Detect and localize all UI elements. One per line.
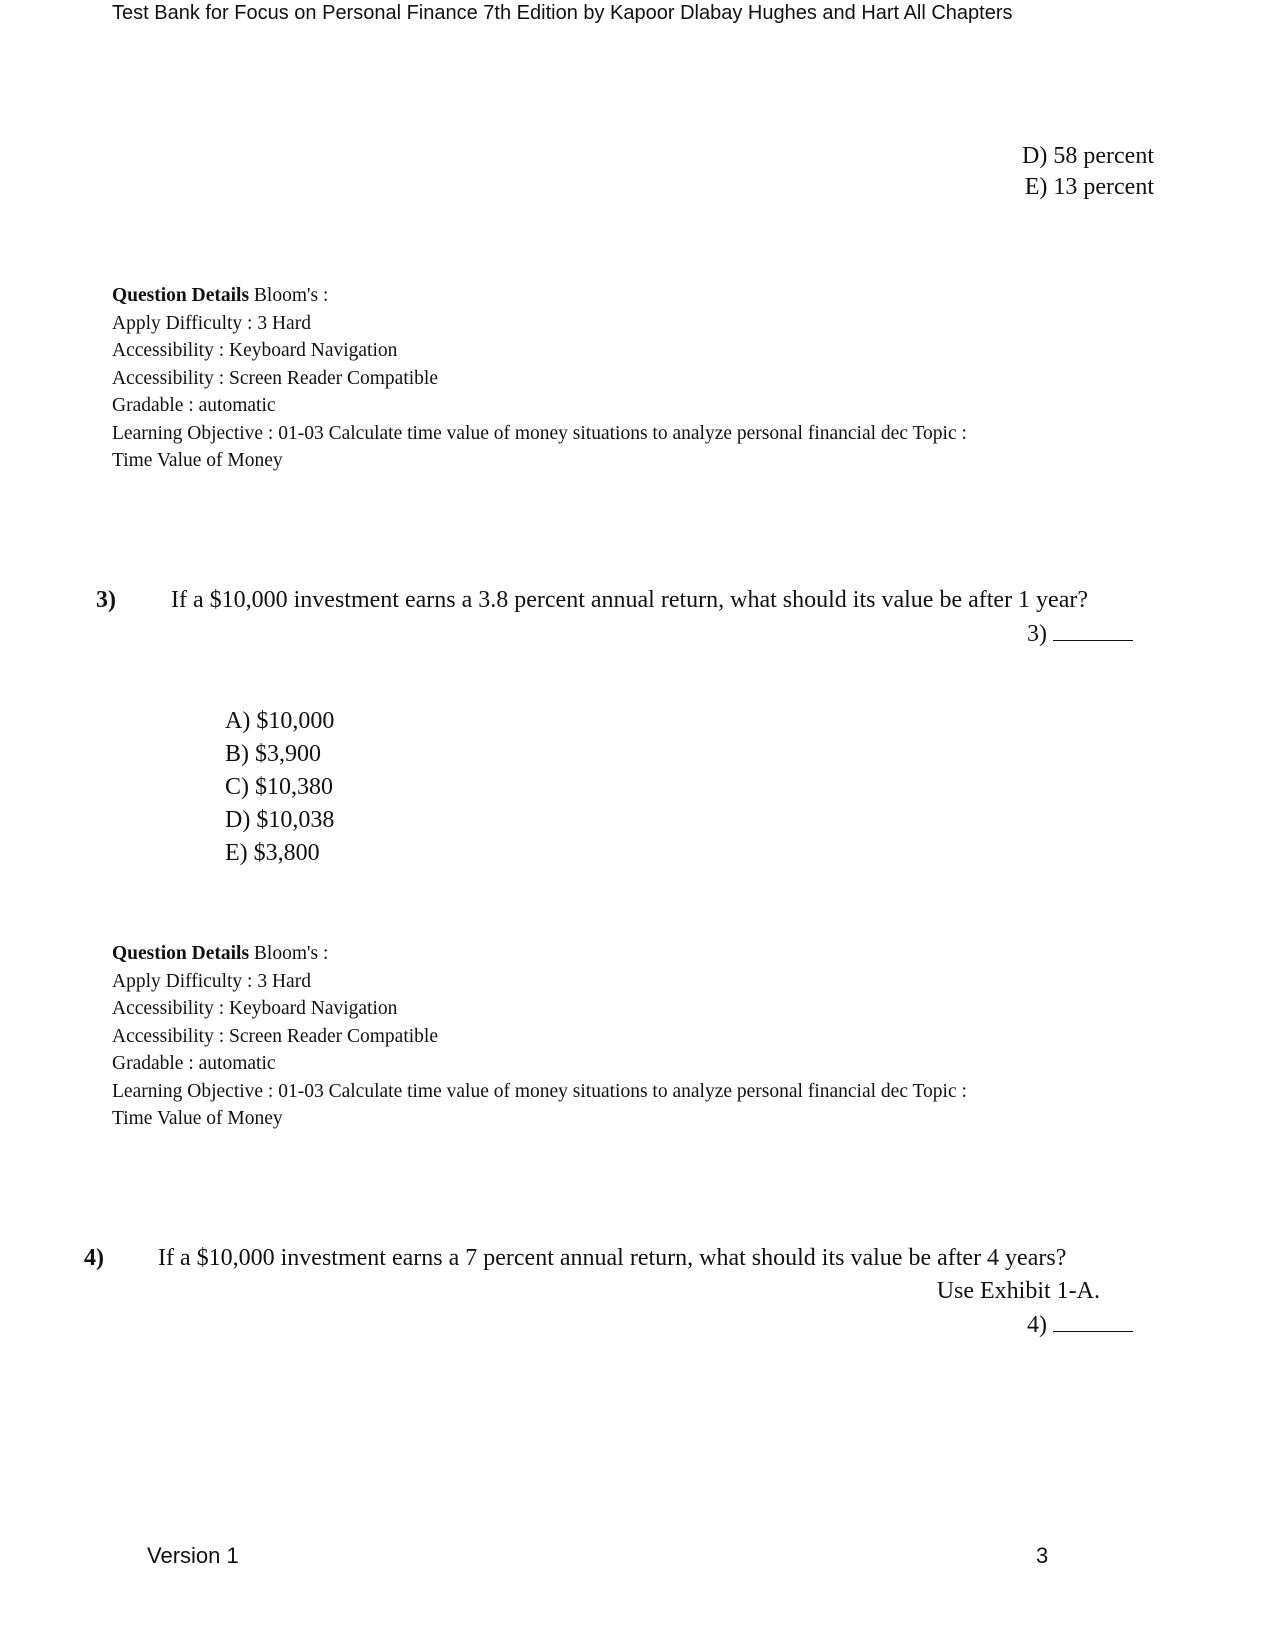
- question-4-blank-label: 4): [1027, 1312, 1047, 1338]
- question-details-1: [112, 282, 967, 475]
- details-accessibility-keyboard: Accessibility : Keyboard Navigation: [112, 998, 398, 1019]
- question-4-text-line2: Use Exhibit 1-A.: [936, 1278, 1100, 1304]
- answer-line: [1053, 1311, 1133, 1332]
- details-topic: Time Value of Money: [112, 1108, 283, 1129]
- details-learning-objective: Learning Objective : 01-03 Calculate time value of money situations to analyze personal financial dec Topic :: [112, 422, 967, 444]
- details-accessibility-screen-reader: Accessibility : Screen Reader Compatible: [112, 1025, 438, 1047]
- details-blooms: Bloom's :: [253, 943, 329, 964]
- page-header-title: Test Bank for Focus on Personal Finance 7th Edition by Kapoor Dlabay Hughes and Hart All Chapters: [112, 2, 1013, 24]
- footer-page-number: 3: [1036, 1543, 1049, 1568]
- prev-option-d: D) 58 percent: [1022, 143, 1154, 169]
- question-3-options: [225, 705, 334, 870]
- details-difficulty: Apply Difficulty : 3 Hard: [112, 312, 311, 334]
- details-heading: Question Details: [112, 285, 250, 306]
- question-3-number: 3): [96, 587, 116, 613]
- option-b: B) $3,900: [225, 741, 321, 767]
- question-details-2: [112, 940, 967, 1133]
- details-gradable: Gradable : automatic: [112, 1053, 276, 1074]
- question-4-text: If a $10,000 investment earns a 7 percent annual return, what should its value be after 4 years?: [158, 1245, 1067, 1271]
- footer-version: Version 1: [147, 1543, 239, 1568]
- details-accessibility-keyboard: Accessibility : Keyboard Navigation: [112, 340, 398, 361]
- details-heading-line: [112, 940, 967, 968]
- details-heading: Question Details: [112, 943, 250, 964]
- answer-line: [1053, 620, 1133, 641]
- option-d: D) $10,038: [225, 807, 335, 833]
- details-blooms: Bloom's :: [253, 285, 329, 306]
- details-difficulty: Apply Difficulty : 3 Hard: [112, 970, 311, 992]
- option-c: C) $10,380: [225, 774, 333, 800]
- question-4-answer-blank: [1027, 1311, 1133, 1339]
- option-a: A) $10,000: [225, 708, 335, 734]
- question-3-text: If a $10,000 investment earns a 3.8 percent annual return, what should its value be after 1 year?: [171, 587, 1089, 613]
- option-e: E) $3,800: [225, 840, 320, 866]
- details-topic: Time Value of Money: [112, 450, 283, 471]
- question-4-number: 4): [84, 1245, 104, 1271]
- details-gradable: Gradable : automatic: [112, 395, 276, 416]
- details-heading-line: [112, 282, 967, 310]
- question-3-blank-label: 3): [1027, 621, 1047, 647]
- details-learning-objective: Learning Objective : 01-03 Calculate time value of money situations to analyze personal financial dec Topic :: [112, 1080, 967, 1102]
- details-accessibility-screen-reader: Accessibility : Screen Reader Compatible: [112, 367, 438, 389]
- prev-option-e: E) 13 percent: [1024, 174, 1154, 200]
- question-3-answer-blank: [1027, 620, 1133, 648]
